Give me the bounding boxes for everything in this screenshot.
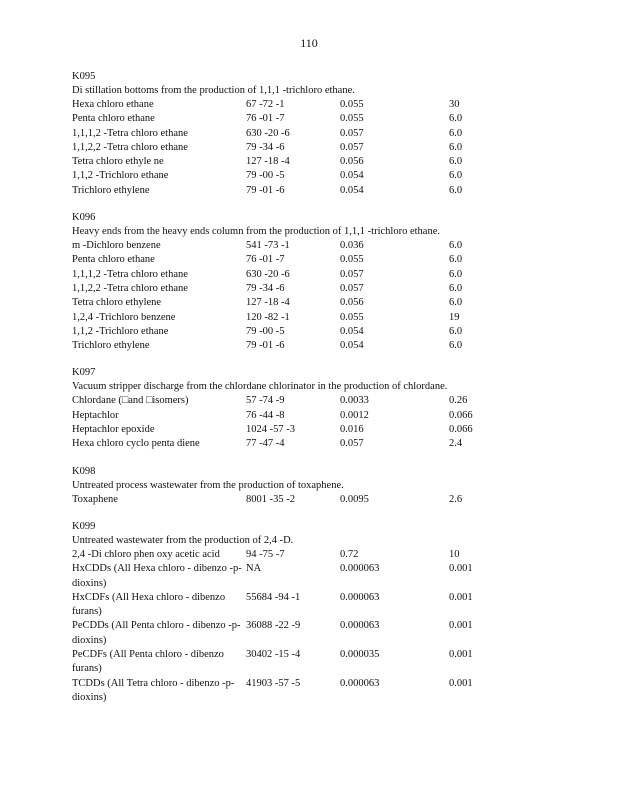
concentration-value: 0.055 [340,99,364,110]
standard-value: 0.001 [449,620,473,632]
table-row [72,253,572,267]
standard-value: 6.0 [449,340,463,352]
constituent-name: HxCDDs (All Hexa chloro - dibenzo -p-dioxins) [72,563,242,589]
table-row [72,239,572,253]
concentration-value: 0.72 [340,548,359,560]
waste-section-k097 [72,366,572,451]
constituent-name: Tetra chloro ethylene [72,297,162,309]
constituent-name: Hexa chloro cyclo penta diene [72,438,200,450]
table-row [72,423,572,437]
waste-description: Untreated process wastewater from the production of toxaphene. [72,479,344,491]
table-row [72,493,572,507]
cas-number: 630 -20 -6 [246,127,290,139]
table-row [72,268,572,282]
cas-number: 127 -18 -4 [246,297,290,309]
concentration-value: 0.056 [340,156,364,168]
table-row [72,282,572,296]
cas-number: 79 -01 -6 [246,340,285,352]
standard-value: 19 [449,311,460,323]
waste-description: Heavy ends from the heavy ends column from the production of 1,1,1 -trichloro ethane. [72,226,440,238]
table-row [72,619,572,648]
standard-value: 6.0 [449,141,463,153]
waste-code: K095 [72,71,96,82]
waste-code: K098 [72,465,96,477]
cas-number: 541 -73 -1 [246,240,290,252]
standard-value: 0.066 [449,424,473,436]
table-row [72,339,572,353]
concentration-value: 0.0095 [340,493,369,505]
standard-value: 0.001 [449,649,473,661]
cas-number: 630 -20 -6 [246,268,290,280]
concentration-value: 0.054 [340,184,364,196]
standard-value: 30 [449,99,460,110]
constituent-name: 1,2,4 -Trichloro benzene [72,311,176,323]
constituent-name: 1,1,1,2 -Tetra chloro ethane [72,268,188,280]
cas-number: 55684 -94 -1 [246,591,301,603]
concentration-value: 0.016 [340,424,364,436]
concentration-value: 0.054 [340,325,364,337]
constituent-name: 1,1,1,2 -Tetra chloro ethane [72,127,188,139]
concentration-value: 0.000063 [340,591,380,603]
waste-code: K097 [72,367,96,379]
constituent-name: 2,4 -Di chloro phen oxy acetic acid [72,548,220,560]
concentration-value: 0.036 [340,240,364,252]
waste-section-k099 [72,520,572,705]
constituent-name: Penta chloro ethane [72,113,155,125]
constituent-name: 1,1,2 -Trichloro ethane [72,170,169,182]
table-row [72,296,572,310]
waste-section-k096 [72,211,572,353]
table-row [72,169,572,183]
concentration-value: 0.057 [340,438,364,450]
table-row [72,562,572,591]
cas-number: 94 -75 -7 [246,548,285,560]
constituent-name: PeCDDs (All Penta chloro - dibenzo -p-dioxins) [72,620,241,646]
concentration-value: 0.057 [340,127,364,139]
constituent-name: Hexa chloro ethane [72,99,154,110]
cas-number: 8001 -35 -2 [246,493,295,505]
concentration-value: 0.054 [340,170,364,182]
waste-description: Untreated wastewater from the production of 2,4 -D. [72,534,294,546]
standard-value: 6.0 [449,184,463,196]
document-body [72,70,572,718]
cas-number: 76 -01 -7 [246,254,285,266]
standard-value: 6.0 [449,254,463,266]
cas-number: 41903 -57 -5 [246,677,301,689]
standard-value: 0.001 [449,563,473,575]
standard-value: 0.066 [449,409,473,421]
concentration-value: 0.054 [340,340,364,352]
standard-value: 6.0 [449,240,463,252]
table-row [72,591,572,620]
table-row [72,127,572,141]
constituent-name: Trichloro ethylene [72,184,150,196]
table-row [72,184,572,198]
standard-value: 2.6 [449,493,463,505]
cas-number: 76 -44 -8 [246,409,285,421]
concentration-value: 0.057 [340,282,364,294]
cas-number: 79 -00 -5 [246,325,285,337]
table-row [72,155,572,169]
concentration-value: 0.055 [340,311,364,323]
waste-section-k095 [72,70,572,198]
cas-number: 79 -34 -6 [246,141,285,153]
concentration-value: 0.000063 [340,677,380,689]
standard-value: 6.0 [449,113,463,125]
constituent-name: TCDDs (All Tetra chloro - dibenzo -p-dioxins) [72,677,235,703]
standard-value: 0.26 [449,395,468,407]
standard-value: 0.001 [449,677,473,689]
constituent-name: Trichloro ethylene [72,340,150,352]
waste-description: Di stillation bottoms from the production of 1,1,1 -trichloro ethane. [72,85,355,96]
concentration-value: 0.000035 [340,649,380,661]
concentration-value: 0.055 [340,254,364,266]
standard-value: 6.0 [449,282,463,294]
standard-value: 6.0 [449,156,463,168]
waste-code: K096 [72,212,96,224]
standard-value: 6.0 [449,268,463,280]
concentration-value: 0.056 [340,297,364,309]
concentration-value: 0.057 [340,268,364,280]
cas-number: 30402 -15 -4 [246,649,301,661]
standard-value: 6.0 [449,297,463,309]
concentration-value: 0.055 [340,113,364,125]
table-row [72,677,572,706]
cas-number: 67 -72 -1 [246,99,285,110]
table-row [72,311,572,325]
cas-number: 36088 -22 -9 [246,620,301,632]
cas-number: 76 -01 -7 [246,113,285,125]
constituent-name: 1,1,2 -Trichloro ethane [72,325,169,337]
constituent-name: m -Dichloro benzene [72,240,161,252]
table-row [72,437,572,451]
standard-value: 6.0 [449,325,463,337]
constituent-name: HxCDFs (All Hexa chloro - dibenzo furans) [72,591,226,618]
table-row [72,98,572,112]
concentration-value: 0.000063 [340,620,380,632]
concentration-value: 0.0033 [340,395,369,407]
table-row [72,648,572,677]
table-row [72,325,572,339]
constituent-name: Tetra chloro ethyle ne [72,156,164,168]
cas-number: 79 -00 -5 [246,170,285,182]
table-row [72,112,572,126]
standard-value: 6.0 [449,170,463,182]
table-row [72,141,572,155]
constituent-name: Heptachlor epoxide [72,424,155,436]
page-number: 110 [300,36,318,50]
constituent-name: Chlordane (□and □isomers) [72,395,189,407]
cas-number: 1024 -57 -3 [246,424,295,436]
constituent-name: PeCDFs (All Penta chloro - dibenzo furans) [72,649,224,675]
constituent-name: Penta chloro ethane [72,254,155,266]
standard-value: 2.4 [449,438,463,450]
waste-section-k098 [72,465,572,507]
cas-number: NA [246,563,262,575]
cas-number: 79 -34 -6 [246,282,285,294]
constituent-name: Toxaphene [72,493,118,505]
concentration-value: 0.000063 [340,563,380,575]
waste-description: Vacuum stripper discharge from the chlordane chlorinator in the production of chlordane. [72,381,448,393]
cas-number: 57 -74 -9 [246,395,285,407]
waste-code: K099 [72,520,96,532]
table-row [72,409,572,423]
standard-value: 6.0 [449,127,463,139]
cas-number: 120 -82 -1 [246,311,290,323]
cas-number: 79 -01 -6 [246,184,285,196]
cas-number: 127 -18 -4 [246,156,290,168]
constituent-name: 1,1,2,2 -Tetra chloro ethane [72,141,188,153]
concentration-value: 0.057 [340,141,364,153]
constituent-name: Heptachlor [72,409,119,421]
constituent-name: 1,1,2,2 -Tetra chloro ethane [72,282,188,294]
standard-value: 10 [449,548,460,560]
table-row [72,394,572,408]
concentration-value: 0.0012 [340,409,369,421]
table-row [72,548,572,562]
standard-value: 0.001 [449,591,473,603]
cas-number: 77 -47 -4 [246,438,285,450]
